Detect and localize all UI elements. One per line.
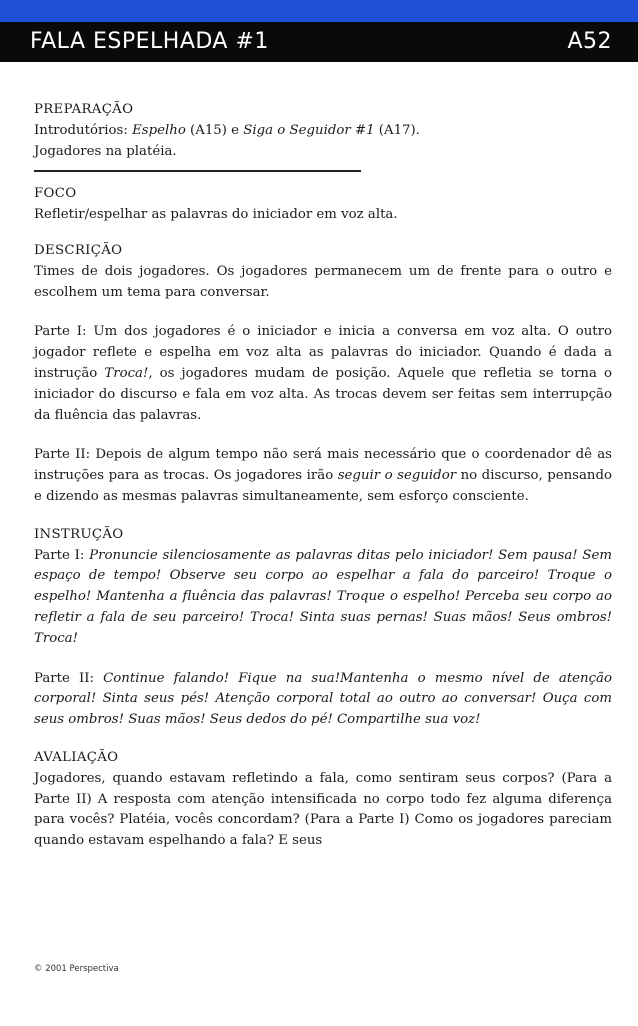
descricao-p2: Parte I: Um dos jogadores é o iniciador e inicia a conversa em voz alta. O outro jogador reflete e espelha em voz alta as palavras do iniciador. Quando é dada a instrução Troca!, os jogadores mudam de posição. Aquele que refletia se torna o iniciador do discurso e fala em voz alta. As trocas devem ser feitas sem interrupção da fluência das palavras.: [34, 324, 612, 423]
heading-avaliacao: AVALIAÇÃO: [34, 749, 119, 765]
descricao-p1: Times de dois jogadores. Os jogadores permanecem um de frente para o outro e escolhem um tema para conversar.: [34, 263, 612, 300]
heading-instrucao: INSTRUÇÃO: [34, 526, 124, 542]
heading-foco: FOCO: [34, 186, 77, 202]
avaliacao-text: Jogadores, quando estavam refletindo a fala, como sentiram seus corpos? (Para a Parte II) A resposta com atenção intensificada no corpo todo fez alguma diferença para vocês? Platéia, vocês concordam? (Para a Parte I) Como os jogadores pareciam quando estavam espelhando a fala? E seus: [34, 770, 612, 849]
heading-preparacao: PREPARAÇÃO: [34, 102, 134, 117]
page-title: FALA ESPELHADA #1: [30, 29, 269, 54]
descricao-p3: Parte II: Depois de algum tempo não será mais necessário que o coordenador dê as instruções para as trocas. Os jogadores irão seguir o seguidor no discurso, pensando e dizendo as mesmas palavras simultaneamente, sem esforço consciente.: [34, 447, 612, 504]
page-header: [0, 22, 638, 62]
page-content: [34, 100, 612, 852]
preparacao-line: Jogadores na platéia.: [34, 143, 177, 159]
foco-text: Refletir/espelhar as palavras do iniciador em voz alta.: [34, 207, 398, 223]
instrucao-p2: Parte II: Continue falando! Fique na sua!Mantenha o mesmo nível de atenção corporal! Sinta seus pés! Atenção corporal total ao outro ao conversar! Ouça com seus ombros! Suas mãos! Seus dedos do pé! Compartilhe sua voz!: [34, 670, 612, 728]
section-divider: [34, 170, 361, 172]
heading-descricao: DESCRIÇÃO: [34, 242, 123, 258]
instrucao-p1: Parte I: Pronuncie silenciosamente as palavras ditas pelo iniciador! Sem pausa! Sem espaço de tempo! Observe seu corpo ao espelhar a fala do parceiro! Troque o espelho! Mantenha a fluência das palavras! Troque o espelho! Perceba seu corpo ao refletir a fala de seu parceiro! Troca! Sinta suas pernas! Suas mãos! Seus ombros! Troca!: [34, 547, 612, 646]
page-code: A52: [567, 29, 612, 54]
top-color-band: [0, 0, 638, 22]
preparacao-intro: Introdutórios: Espelho (A15) e Siga o Seguidor #1 (A17).: [34, 122, 420, 138]
copyright-footer: © 2001 Perspectiva: [34, 964, 119, 974]
